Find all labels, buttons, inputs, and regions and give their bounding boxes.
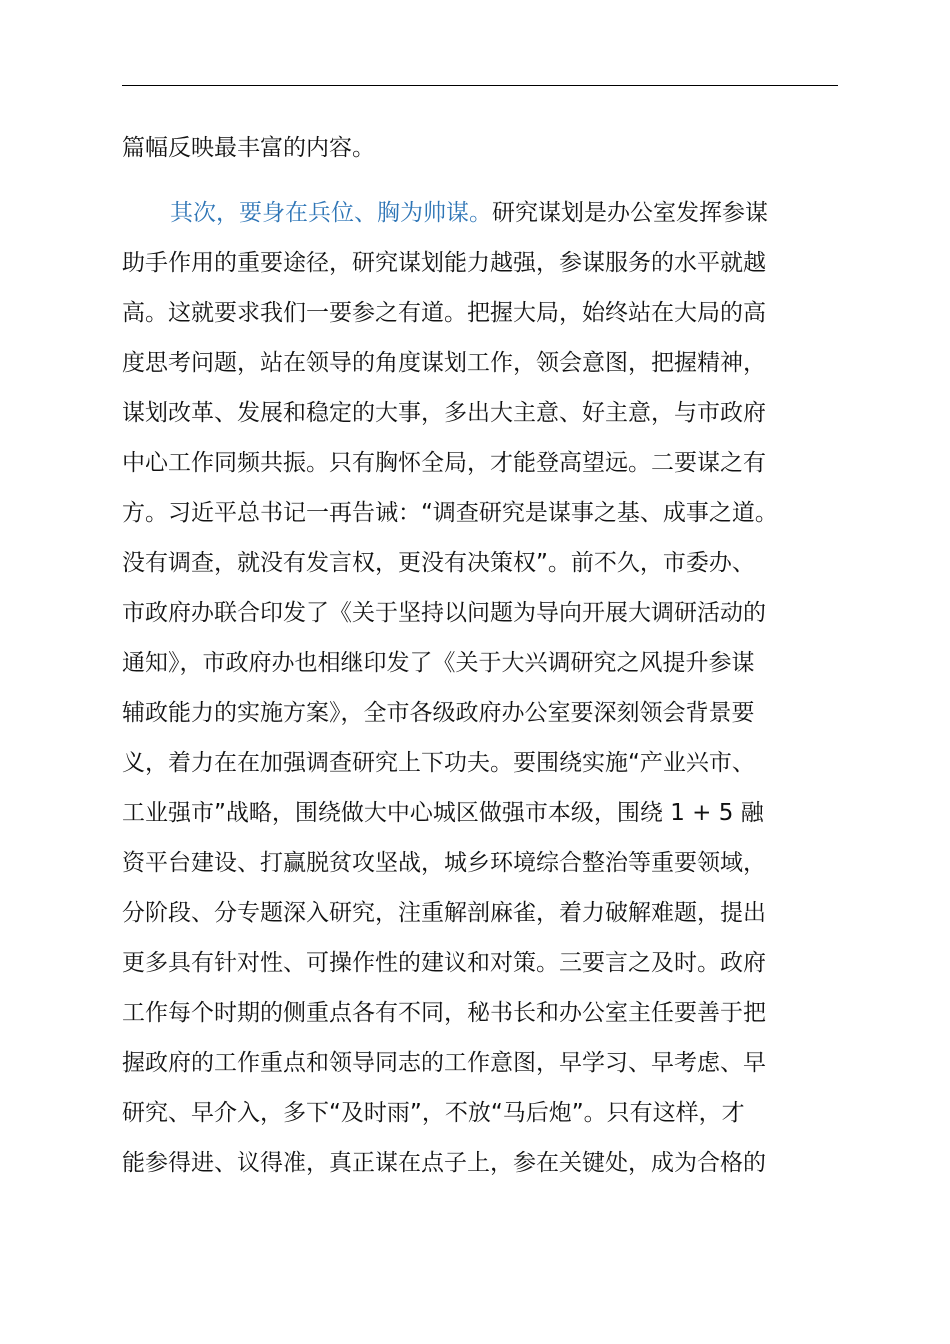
paragraph-first-line [122, 188, 838, 238]
paragraph-line: 方。习近平总书记一再告诫：“调查研究是谋事之基、成事之道。 [122, 500, 778, 526]
paragraph-line: 分阶段、分专题深入研究，注重解剖麻雀，着力破解难题，提出 [122, 900, 766, 926]
paragraph-line: 没有调查，就没有发言权，更没有决策权”。前不久，市委办、 [122, 550, 755, 576]
paragraph-line: 度思考问题，站在领导的角度谋划工作，领会意图，把握精神， [122, 350, 766, 376]
paragraph-line: 高。这就要求我们一要参之有道。把握大局，始终站在大局的高 [122, 300, 766, 326]
paragraph-line: 研究、早介入，多下“及时雨”，不放“马后炮”。只有这样，才 [122, 1100, 745, 1126]
document-body [122, 123, 838, 1188]
paragraph-first-line-text: 研究谋划是办公室发挥参谋 [492, 200, 768, 226]
paragraph-line: 助手作用的重要途径，研究谋划能力越强，参谋服务的水平就越 [122, 250, 766, 276]
paragraph-line: 辅政能力的实施方案》，全市各级政府办公室要深刻领会背景要 [122, 700, 755, 726]
header-rule [122, 85, 838, 86]
intro-line: 篇幅反映最丰富的内容。 [122, 135, 375, 161]
paragraph-line: 资平台建设、打赢脱贫攻坚战，城乡环境综合整治等重要领域， [122, 850, 766, 876]
paragraph-line: 市政府办联合印发了《关于坚持以问题为导向开展大调研活动的 [122, 600, 766, 626]
paragraph-line: 通知》，市政府办也相继印发了《关于大兴调研究之风提升参谋 [122, 650, 755, 676]
section-heading: 其次，要身在兵位、胸为帅谋。 [170, 200, 492, 226]
paragraph-line: 更多具有针对性、可操作性的建议和对策。三要言之及时。政府 [122, 950, 766, 976]
paragraph-line: 义，着力在在加强调查研究上下功夫。要围绕实施“产业兴市、 [122, 750, 755, 776]
paragraph-line: 工业强市”战略，围绕做大中心城区做强市本级，围绕 1 + 5 融 [122, 800, 764, 826]
paragraph-line: 工作每个时期的侧重点各有不同，秘书长和办公室主任要善于把 [122, 1000, 766, 1026]
paragraph-line: 能参得进、议得准，真正谋在点子上，参在关键处，成为合格的 [122, 1150, 766, 1176]
paragraph-line: 中心工作同频共振。只有胸怀全局，才能登高望远。二要谋之有 [122, 450, 766, 476]
paragraph-line: 谋划改革、发展和稳定的大事，多出大主意、好主意，与市政府 [122, 400, 766, 426]
paragraph-line: 握政府的工作重点和领导同志的工作意图，早学习、早考虑、早 [122, 1050, 766, 1076]
paragraph-gap [122, 173, 838, 188]
